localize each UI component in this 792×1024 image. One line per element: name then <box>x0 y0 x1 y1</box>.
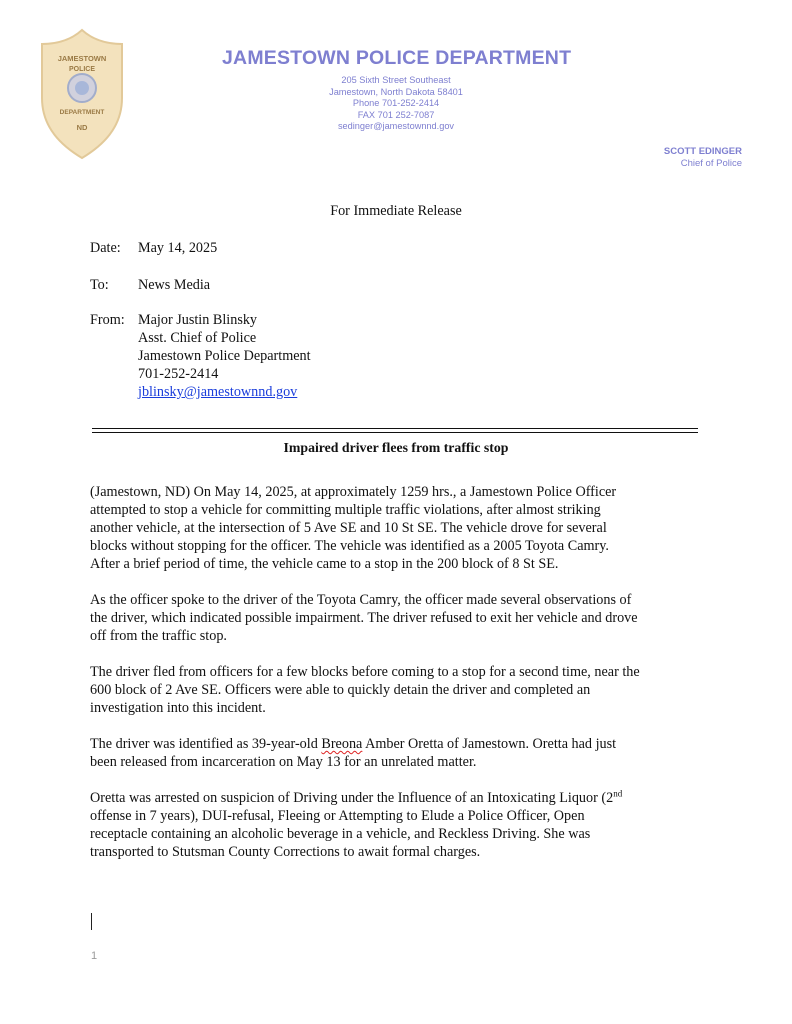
text-segment: Oretta was arrested on suspicion of Driving under the Influence of an Intoxicating Liquor (2 <box>90 790 614 806</box>
from-email-link[interactable]: jblinsky@jamestownnd.gov <box>138 384 298 400</box>
chief-name: SCOTT EDINGER <box>663 146 742 157</box>
paragraph-4 <box>90 735 710 771</box>
paragraph-line: The driver fled from officers for a few blocks before coming to a stop for a second time, near the <box>90 664 640 680</box>
paragraph-line: transported to Stutsman County Corrections to await formal charges. <box>90 844 481 860</box>
from-value <box>138 311 311 401</box>
date-value: May 14, 2025 <box>138 240 218 256</box>
paragraph-5 <box>90 789 710 861</box>
paragraph-line: been released from incarceration on May 13 for an unrelated matter. <box>90 754 477 770</box>
paragraph-3 <box>90 663 710 717</box>
paragraph-1 <box>90 483 710 573</box>
department-name: JAMESTOWN POLICE DEPARTMENT <box>222 47 572 69</box>
address-email: sedinger@jamestownnd.gov <box>337 121 455 131</box>
to-label: To: <box>90 277 109 293</box>
article-headline: Impaired driver flees from traffic stop <box>283 440 509 455</box>
address-phone: Phone 701-252-2414 <box>352 98 440 108</box>
from-title: Asst. Chief of Police <box>138 330 257 346</box>
paragraph-line: (Jamestown, ND) On May 14, 2025, at approximately 1259 hrs., a Jamestown Police Officer <box>90 484 617 500</box>
from-phone: 701-252-2414 <box>138 366 219 382</box>
police-badge-icon <box>40 28 124 160</box>
to-value: News Media <box>138 277 211 293</box>
department-address <box>296 75 496 133</box>
paragraph-line: off from the traffic stop. <box>90 628 227 644</box>
badge-top-text: JAMESTOWN <box>57 54 107 63</box>
divider-top <box>92 428 698 429</box>
paragraph-line: After a brief period of time, the vehicle came to a stop in the 200 block of 8 St SE. <box>90 556 559 572</box>
from-label: From: <box>90 312 125 328</box>
paragraph-line: blocks without stopping for the officer. The vehicle was identified as a 2005 Toyota Camry. <box>90 538 609 554</box>
address-fax: FAX 701 252-7087 <box>357 109 435 120</box>
from-name: Major Justin Blinsky <box>138 312 258 328</box>
paragraph-2 <box>90 591 710 645</box>
article-body <box>90 483 710 879</box>
paragraph-line <box>90 735 710 753</box>
paragraph-line: attempted to stop a vehicle for committing multiple traffic violations, after almost striking <box>90 502 601 518</box>
paragraph-line: investigation into this incident. <box>90 700 266 716</box>
text-segment: The driver was identified as 39-year-old <box>90 736 322 752</box>
paragraph-line: the driver, which indicated possible impairment. The driver refused to exit her vehicle and drove <box>90 610 638 626</box>
paragraph-line: 600 block of 2 Ave SE. Officers were able to quickly detain the driver and completed an <box>90 682 591 698</box>
text-cursor[interactable] <box>91 913 92 930</box>
date-label: Date: <box>90 240 121 256</box>
release-notice: For Immediate Release <box>330 203 462 219</box>
chief-block <box>664 146 742 170</box>
badge-lower-text: DEPARTMENT <box>59 109 105 116</box>
address-city: Jamestown, North Dakota 58401 <box>329 86 463 97</box>
ordinal-suffix: nd <box>613 788 623 799</box>
paragraph-line: receptacle containing an alcoholic beverage in a vehicle, and Reckless Driving. She was <box>90 826 591 842</box>
badge-state-text: ND <box>76 123 88 132</box>
page-number: 1 <box>91 950 98 962</box>
address-street: 205 Sixth Street Southeast <box>341 75 451 85</box>
paragraph-line: As the officer spoke to the driver of the Toyota Camry, the officer made several observations of <box>90 592 632 608</box>
paragraph-line: offense in 7 years), DUI-refusal, Fleeing or Attempting to Elude a Police Officer, Open <box>90 808 585 824</box>
divider-bottom <box>92 432 698 433</box>
text-segment: Amber Oretta of Jamestown. Oretta had just <box>362 736 617 752</box>
paragraph-line <box>90 789 710 807</box>
badge-mid-text: POLICE <box>68 66 96 73</box>
chief-title: Chief of Police <box>680 158 742 169</box>
paragraph-line: another vehicle, at the intersection of 5 Ave SE and 10 St SE. The vehicle drove for several <box>90 520 607 536</box>
spellcheck-word[interactable]: Breona <box>321 736 363 752</box>
from-department: Jamestown Police Department <box>138 348 311 364</box>
